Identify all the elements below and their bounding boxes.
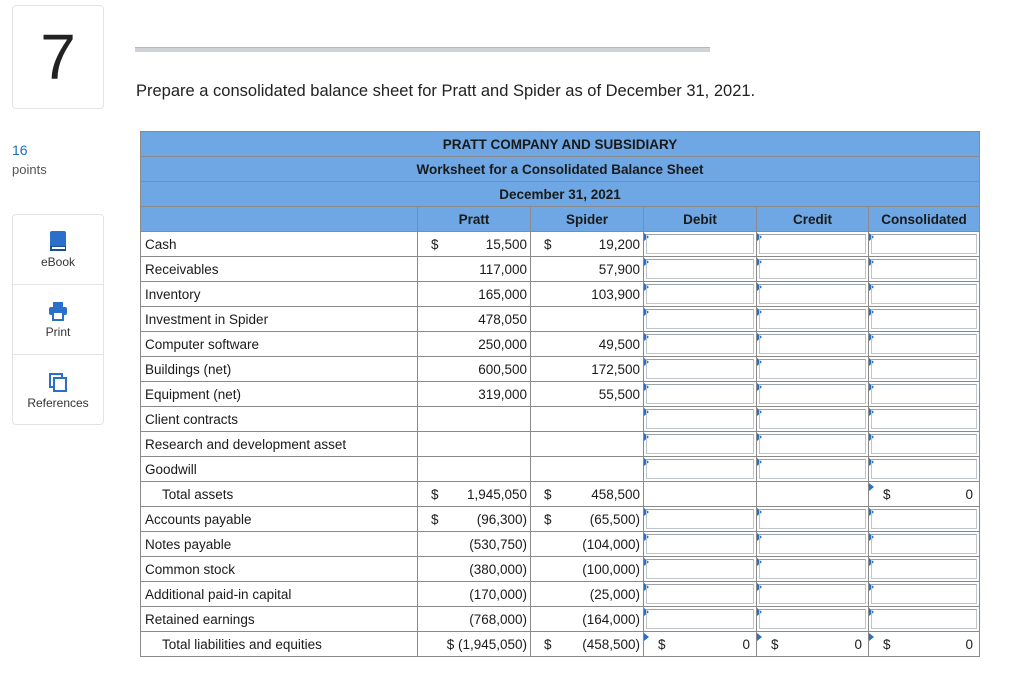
total-liabilities-row	[141, 632, 980, 657]
column-header-pratt: Pratt	[418, 207, 531, 232]
spider-cell	[531, 407, 644, 432]
credit-input[interactable]	[757, 557, 869, 582]
header-blank	[141, 207, 418, 232]
row-label: Client contracts	[141, 407, 418, 432]
print-label: Print	[45, 325, 71, 339]
spider-cell: 57,900	[531, 257, 644, 282]
table-row	[141, 232, 980, 257]
debit-input[interactable]	[644, 232, 757, 257]
credit-input[interactable]	[757, 357, 869, 382]
pratt-cell: 250,000	[418, 332, 531, 357]
spider-cell: $ 458,500	[531, 482, 644, 507]
consolidated-total-liabilities: $ 0	[869, 632, 980, 657]
row-label: Research and development asset	[141, 432, 418, 457]
print-button[interactable]	[13, 285, 103, 355]
debit-input[interactable]	[644, 282, 757, 307]
column-header-spider: Spider	[531, 207, 644, 232]
points-label: points	[12, 162, 47, 177]
consolidated-input[interactable]	[869, 582, 980, 607]
consolidated-input[interactable]	[869, 607, 980, 632]
pratt-cell: (380,000)	[418, 557, 531, 582]
debit-input[interactable]	[644, 507, 757, 532]
spider-cell: (104,000)	[531, 532, 644, 557]
credit-input[interactable]	[757, 457, 869, 482]
table-row	[141, 307, 980, 332]
points-info	[12, 141, 47, 179]
pratt-cell: 117,000	[418, 257, 531, 282]
pratt-cell: 478,050	[418, 307, 531, 332]
table-row	[141, 407, 980, 432]
table-row	[141, 507, 980, 532]
credit-input[interactable]	[757, 607, 869, 632]
debit-input[interactable]	[644, 607, 757, 632]
spider-cell: 172,500	[531, 357, 644, 382]
pratt-cell: (530,750)	[418, 532, 531, 557]
row-label: Common stock	[141, 557, 418, 582]
debit-input[interactable]	[644, 332, 757, 357]
credit-input[interactable]	[757, 582, 869, 607]
consolidated-input[interactable]	[869, 457, 980, 482]
worksheet-title: PRATT COMPANY AND SUBSIDIARY	[141, 132, 980, 157]
table-row	[141, 582, 980, 607]
row-label: Inventory	[141, 282, 418, 307]
tools-panel	[12, 214, 104, 425]
consolidated-input[interactable]	[869, 382, 980, 407]
credit-input[interactable]	[757, 232, 869, 257]
ebook-label: eBook	[40, 255, 76, 269]
spider-cell: 49,500	[531, 332, 644, 357]
row-label: Goodwill	[141, 457, 418, 482]
pratt-cell	[418, 407, 531, 432]
consolidated-input[interactable]	[869, 532, 980, 557]
pratt-cell: 319,000	[418, 382, 531, 407]
credit-input[interactable]	[757, 282, 869, 307]
table-row	[141, 532, 980, 557]
pratt-cell	[418, 432, 531, 457]
table-row	[141, 357, 980, 382]
table-row	[141, 607, 980, 632]
row-label: Buildings (net)	[141, 357, 418, 382]
consolidated-input[interactable]	[869, 407, 980, 432]
points-value: 16	[12, 142, 28, 158]
consolidated-input[interactable]	[869, 307, 980, 332]
copy-icon	[47, 371, 69, 393]
credit-cell	[757, 482, 869, 507]
row-label: Retained earnings	[141, 607, 418, 632]
debit-input[interactable]	[644, 407, 757, 432]
debit-total: $ 0	[644, 632, 757, 657]
pratt-cell	[418, 457, 531, 482]
divider	[135, 47, 710, 52]
pratt-cell: $ 1,945,050	[418, 482, 531, 507]
pratt-cell: $ (1,945,050)	[418, 632, 531, 657]
table-row	[141, 557, 980, 582]
debit-cell	[644, 482, 757, 507]
table-row	[141, 432, 980, 457]
pratt-cell: 165,000	[418, 282, 531, 307]
credit-input[interactable]	[757, 507, 869, 532]
consolidated-input[interactable]	[869, 332, 980, 357]
consolidated-input[interactable]	[869, 507, 980, 532]
table-row	[141, 282, 980, 307]
credit-input[interactable]	[757, 532, 869, 557]
spider-cell: $ (458,500)	[531, 632, 644, 657]
credit-input[interactable]	[757, 257, 869, 282]
column-header-consolidated: Consolidated	[869, 207, 980, 232]
credit-input[interactable]	[757, 382, 869, 407]
table-row	[141, 382, 980, 407]
pratt-cell: $ 15,500	[418, 232, 531, 257]
consolidated-input[interactable]	[869, 232, 980, 257]
spider-cell: $ 19,200	[531, 232, 644, 257]
row-label: Computer software	[141, 332, 418, 357]
credit-input[interactable]	[757, 307, 869, 332]
debit-input[interactable]	[644, 357, 757, 382]
credit-input[interactable]	[757, 332, 869, 357]
spider-cell	[531, 307, 644, 332]
worksheet-subtitle: Worksheet for a Consolidated Balance Sheet	[141, 157, 980, 182]
spider-cell: 55,500	[531, 382, 644, 407]
book-icon	[47, 230, 69, 252]
spider-cell: (25,000)	[531, 582, 644, 607]
consolidated-input[interactable]	[869, 432, 980, 457]
consolidated-input[interactable]	[869, 357, 980, 382]
debit-input[interactable]	[644, 532, 757, 557]
total-assets-row	[141, 482, 980, 507]
column-header-credit: Credit	[757, 207, 869, 232]
printer-icon	[47, 300, 69, 322]
spider-cell: (100,000)	[531, 557, 644, 582]
row-label: Additional paid-in capital	[141, 582, 418, 607]
debit-input[interactable]	[644, 557, 757, 582]
column-header-debit: Debit	[644, 207, 757, 232]
debit-input[interactable]	[644, 382, 757, 407]
consolidated-input[interactable]	[869, 257, 980, 282]
references-label: References	[27, 395, 89, 410]
spider-cell	[531, 457, 644, 482]
pratt-cell: $ (96,300)	[418, 507, 531, 532]
debit-input[interactable]	[644, 457, 757, 482]
pratt-cell: (170,000)	[418, 582, 531, 607]
spider-cell: 103,900	[531, 282, 644, 307]
worksheet-date: December 31, 2021	[141, 182, 980, 207]
debit-input[interactable]	[644, 307, 757, 332]
table-row	[141, 257, 980, 282]
pratt-cell: 600,500	[418, 357, 531, 382]
consolidation-worksheet	[140, 131, 980, 657]
question-prompt: Prepare a consolidated balance sheet for Pratt and Spider as of December 31, 2021.	[136, 82, 756, 100]
question-number: 7	[12, 5, 104, 109]
row-label: Total liabilities and equities	[141, 632, 418, 657]
row-label: Total assets	[141, 482, 418, 507]
debit-input[interactable]	[644, 432, 757, 457]
consolidated-total-assets: $ 0	[869, 482, 980, 507]
spider-cell	[531, 432, 644, 457]
row-label: Notes payable	[141, 532, 418, 557]
spider-cell: $ (65,500)	[531, 507, 644, 532]
row-label: Equipment (net)	[141, 382, 418, 407]
credit-input[interactable]	[757, 432, 869, 457]
row-label: Cash	[141, 232, 418, 257]
spider-cell: (164,000)	[531, 607, 644, 632]
pratt-cell: (768,000)	[418, 607, 531, 632]
table-row	[141, 457, 980, 482]
row-label: Receivables	[141, 257, 418, 282]
debit-input[interactable]	[644, 582, 757, 607]
references-button[interactable]	[13, 355, 103, 425]
table-row	[141, 332, 980, 357]
row-label: Investment in Spider	[141, 307, 418, 332]
credit-total: $ 0	[757, 632, 869, 657]
credit-input[interactable]	[757, 407, 869, 432]
ebook-button[interactable]	[13, 215, 103, 285]
consolidated-input[interactable]	[869, 282, 980, 307]
row-label: Accounts payable	[141, 507, 418, 532]
debit-input[interactable]	[644, 257, 757, 282]
consolidated-input[interactable]	[869, 557, 980, 582]
